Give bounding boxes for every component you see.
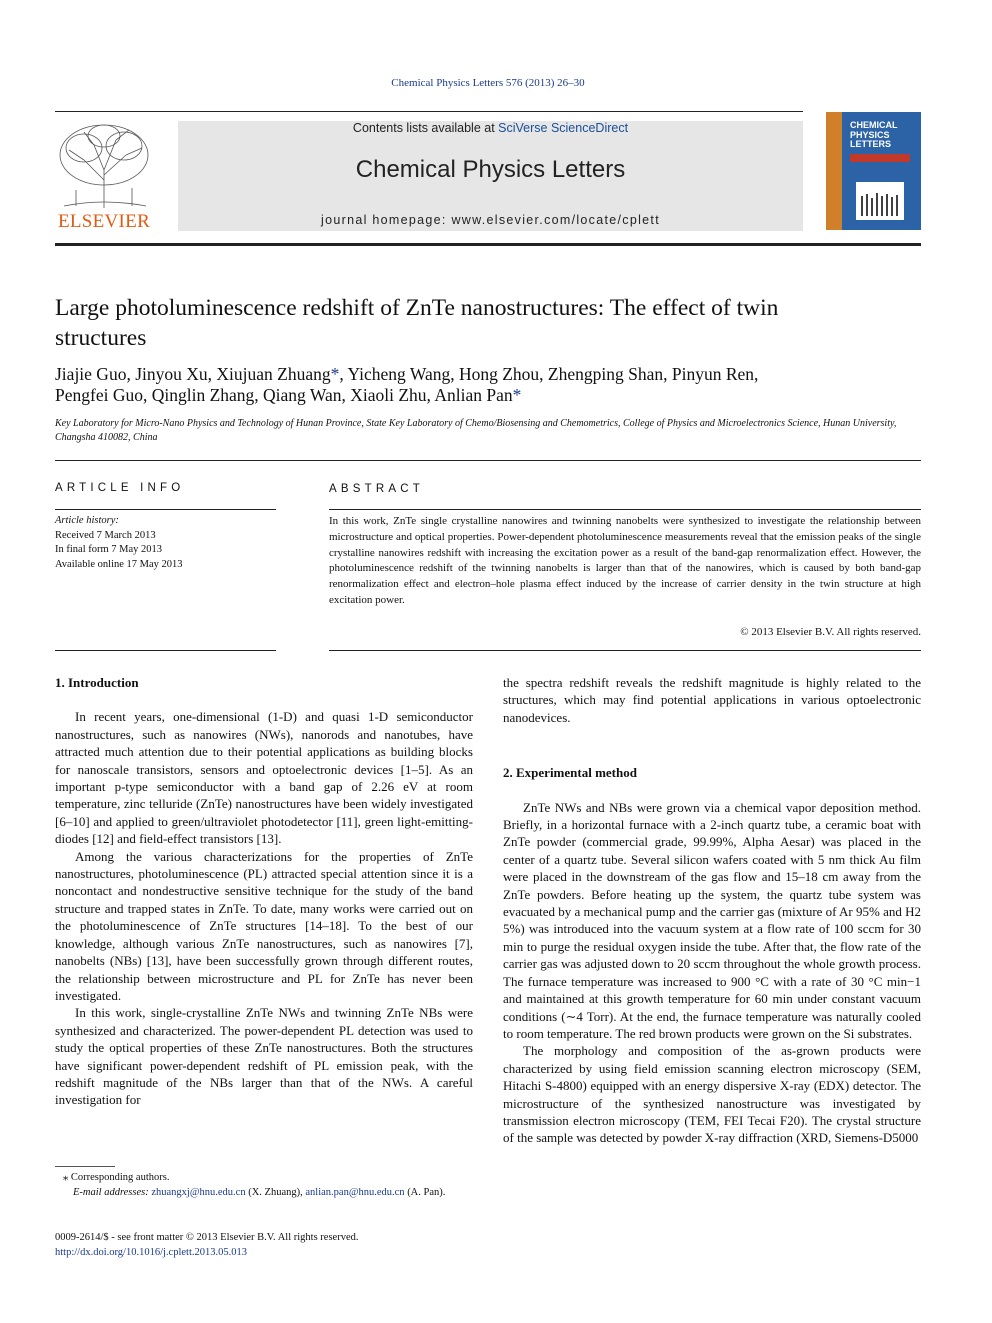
footnote xyxy=(55,1170,473,1200)
email-zhuang-name: (X. Zhuang), xyxy=(245,1187,306,1198)
experimental-paragraph-2: The morphology and composition of the as-grown products were characterized by using field emission scanning electron microscopy (SEM, Hitachi S-4800) equipped with an energy dispersive X-ray (EDX) detector. The microstructure of the synthesized nanostructure was investigated by transmission electron microscopy (TEM, FEI Tecai F20). The crystal structure of the sample was detected by powder X-ray diffraction (XRD, Siemens-D5000 xyxy=(503,1043,921,1146)
divider xyxy=(55,460,921,461)
publication-info xyxy=(55,1230,473,1260)
email-pan-name: (A. Pan). xyxy=(404,1187,446,1198)
cover-title: CHEMICAL PHYSICS LETTERS xyxy=(850,120,898,149)
online-date: Available online 17 May 2013 xyxy=(55,558,183,570)
section-heading-experimental: 2. Experimental method xyxy=(503,765,637,781)
copyright-notice: © 2013 Elsevier B.V. All rights reserved. xyxy=(740,626,921,638)
journal-cover-image xyxy=(826,112,921,230)
intro-paragraph-4: the spectra redshift reveals the redshift magnitude is highly related to the structures, which may find potential applications in various optoelectronic nanodevices. xyxy=(503,675,921,725)
article-info-heading: ARTICLE INFO xyxy=(55,482,185,494)
divider xyxy=(55,650,276,651)
abstract-text: In this work, ZnTe single crystalline nanowires and twinning nanobelts were synthesized to investigate the relationship between microstructure and optical properties. Power-dependent photoluminescence measurements reveal that the emission peaks of the single crystalline nanowires redshift with increasing the excitation power as a result of the band-gap renormalization effect. However, the photoluminescence redshift of the twinning nanobelts is larger than that of the nanowires, which is caused by both band-gap renormalization effect and electron–hole plasma effect induced by the increase of carrier density in the twin structure at high excitation power. xyxy=(329,515,921,606)
authors-part-1: Jiajie Guo, Jinyou Xu, Xiujuan Zhuang xyxy=(55,364,331,384)
contents-line xyxy=(178,121,803,135)
left-column xyxy=(55,674,473,1109)
final-form-date: In final form 7 May 2013 xyxy=(55,544,163,555)
email-link-zhuang[interactable]: zhuangxj@hnu.edu.cn xyxy=(151,1187,246,1198)
history-label: Article history: xyxy=(55,515,119,526)
cover-band xyxy=(850,154,910,162)
email-link-pan[interactable]: anlian.pan@hnu.edu.cn xyxy=(305,1187,405,1198)
corresponding-star-2[interactable]: * xyxy=(512,385,522,405)
author-list xyxy=(55,364,925,406)
section-heading-introduction: 1. Introduction xyxy=(55,675,139,690)
contents-prefix: Contents lists available at xyxy=(352,121,499,135)
header-thick-rule xyxy=(55,243,921,246)
corresponding-star-1[interactable]: * xyxy=(330,364,340,384)
article-history xyxy=(55,514,275,572)
abstract-heading: ABSTRACT xyxy=(329,483,424,495)
email-label: E-mail addresses: xyxy=(73,1187,152,1198)
divider xyxy=(55,509,276,510)
journal-homepage[interactable]: journal homepage: www.elsevier.com/locate/cplett xyxy=(321,213,660,227)
divider xyxy=(55,111,803,112)
right-column xyxy=(503,674,921,1147)
experimental-paragraph-1: ZnTe NWs and NBs were grown via a chemical vapor deposition method. Briefly, in a horizontal furnace with a 2-inch quartz tube, a ceramic boat with ZnTe powder (commercial grade, 99.99%, Alpha Aesar) was placed in the center of a quartz tube. Several silicon wafers coated with 5 nm thick Au film were placed in the downstream of the gas flow and 15–18 cm away from the ZnTe powders. Before heating up the system, the quartz tube system was evacuated by a mechanical pump and the carrier gas (mixture of Ar 95% and H2 5%) was introduced into the vacuum system at a flow rate of 100 sccm for 30 min to purge the residual oxygen inside the tube. After that, the flow rate of the carrier gas was adjusted down to 20 sccm throughout the whole growth process. The furnace temperature was increased to 900 °C with a rate of 30 °C min−1 and maintained at this growth temperature for 60 min under constant vacuum conditions (∼4 Torr). At the end, the furnace temperature was naturally cooled to room temperature. The red brown products were grown on the Si substrates. xyxy=(503,799,921,1041)
corresponding-note: ⁎ Corresponding authors. xyxy=(63,1172,170,1183)
intro-paragraph-2: Among the various characterizations for the properties of ZnTe nanostructures, photoluminescence (PL) attracted special attention since it is a noncontact and nondestructive sensitive technique for the study of the band structure and trapped states in ZnTe. To date, many works were carried out on the photoluminescence of ZnTe structures [14–18]. To the best of our knowledge, although various ZnTe nanostructures, such as nanowires [7], nanobelts (NBs) [13], have been successfully grown through different routes, the relationship between microstructure and PL for ZnTe has never been investigated. xyxy=(55,848,473,1003)
divider xyxy=(329,509,921,510)
received-date: Received 7 March 2013 xyxy=(55,529,156,541)
sciencedirect-link[interactable]: SciVerse ScienceDirect xyxy=(498,121,629,135)
email-line xyxy=(55,1185,473,1200)
doi-link[interactable]: http://dx.doi.org/10.1016/j.cplett.2013.05.013 xyxy=(55,1247,248,1258)
cover-spine xyxy=(826,112,842,230)
intro-paragraph-1: In recent years, one-dimensional (1-D) and quasi 1-D semiconductor nanostructures, such as nanowires (NWs), nanorods and nanotubes, have attracted much attention due to their potential applications as building blocks for nanoscale transistors, sensors and optoelectronic devices [1–5]. As an important p-type semiconductor with a band gap of 2.26 eV at room temperature, zinc telluride (ZnTe) nanostructures have been widely investigated [6–10] and applied to green/ultraviolet photodetector [11], green light-emitting-diodes [12] and field-effect transistors [13]. xyxy=(55,709,473,847)
article-title: Large photoluminescence redshift of ZnTe nanostructures: The effect of twin structures xyxy=(55,295,779,351)
journal-reference[interactable]: Chemical Physics Letters 576 (2013) 26–30 xyxy=(391,77,585,89)
divider xyxy=(329,650,921,651)
issn-line: 0009-2614/$ - see front matter © 2013 Elsevier B.V. All rights reserved. xyxy=(55,1232,359,1243)
authors-part-2: , Yicheng Wang, Hong Zhou, Zhengping Shan, Pinyun Ren, xyxy=(339,364,759,384)
cover-figure xyxy=(856,182,904,220)
intro-paragraph-3: In this work, single-crystalline ZnTe NWs and twinning ZnTe NBs were synthesized and characterized. The power-dependent PL detection was used to study the optical properties of these ZnTe nanostructures. Both the structures have significant power-dependent redshift of PL emission peak, with the redshift magnitude of the NBs larger than that of the NWs. A careful investigation for xyxy=(55,1005,473,1108)
affiliation: Key Laboratory for Micro-Nano Physics and Technology of Hunan Province, State Key Laboratory of Chemo/Biosensing and Chemometrics, College of Physics and Microelectronics Science, Hunan University, Changsha 410082, China xyxy=(55,418,897,443)
footnote-rule xyxy=(55,1166,115,1167)
journal-name: Chemical Physics Letters xyxy=(355,156,626,183)
authors-part-3: Pengfei Guo, Qinglin Zhang, Qiang Wan, Xiaoli Zhu, Anlian Pan xyxy=(55,385,513,405)
publisher-logo-text: ELSEVIER xyxy=(57,211,151,232)
